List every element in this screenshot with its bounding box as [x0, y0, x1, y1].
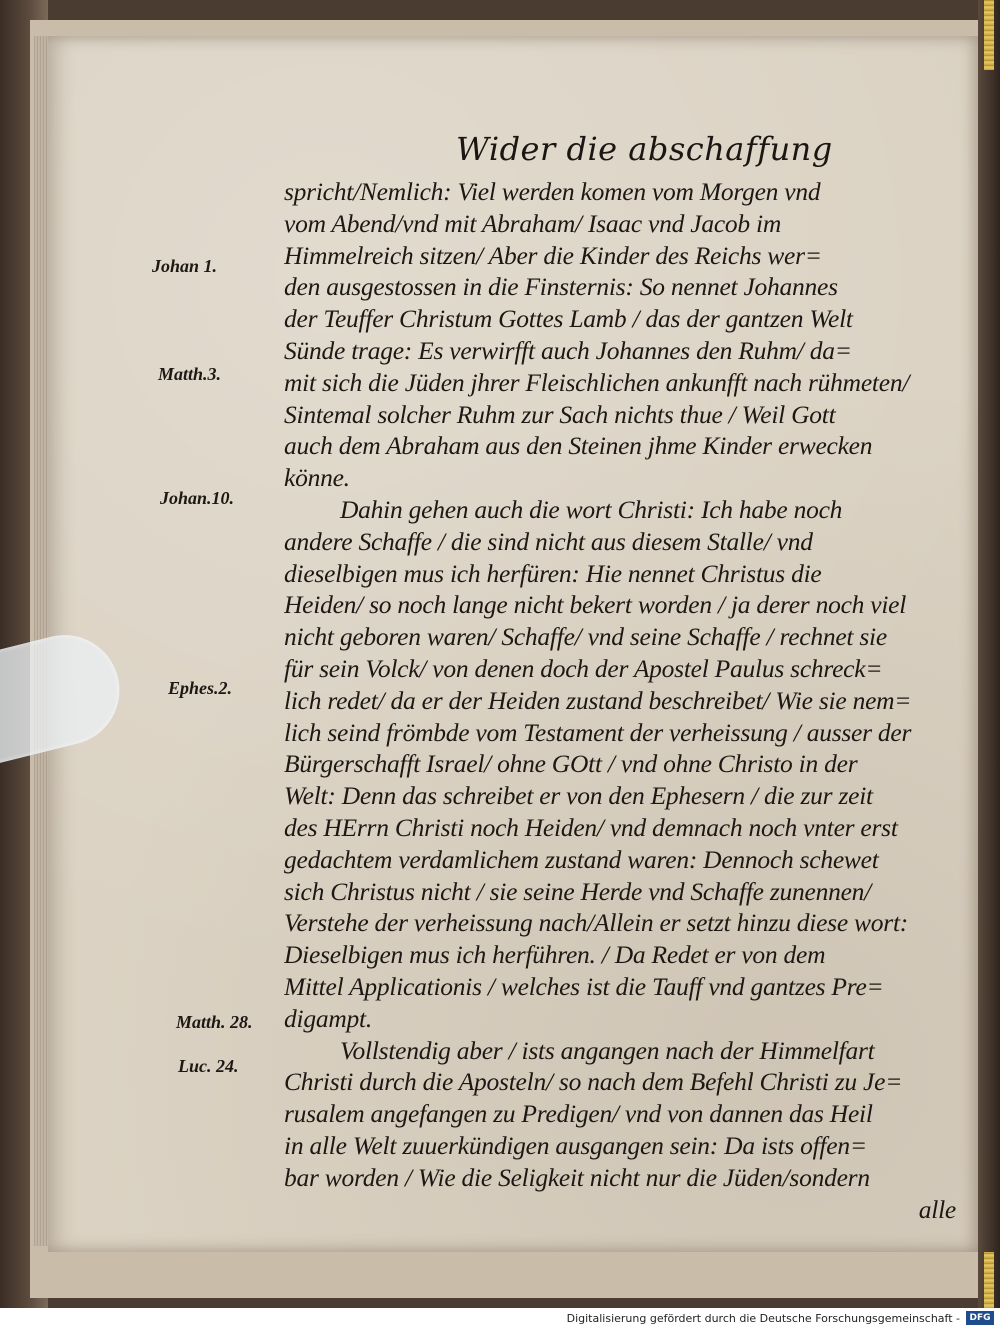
text-line: Vollstendig aber / ists angangen nach der Himmelfart: [340, 1035, 875, 1065]
running-head: Wider die abschaffung: [456, 130, 833, 168]
text-line: Welt: Denn das schreibet er von den Ephesern / die zur zeit: [284, 781, 873, 811]
text-line: bar worden / Wie die Seligkeit nicht nur die Jüden/sondern: [284, 1162, 870, 1192]
margin-note-matth-28: Matth. 28.: [176, 1012, 253, 1032]
text-line: Sünde trage: Es verwirfft auch Johannes den Ruhm/ da=: [284, 335, 852, 365]
text-line: Bürgerschafft Israel/ ohne GOtt / vnd ohne Christo in der: [284, 749, 858, 779]
text-line: Christi durch die Aposteln/ so nach dem Befehl Christi zu Je=: [284, 1067, 903, 1097]
margin-note-johan-1: Johan 1.: [152, 256, 218, 276]
text-line: der Teuffer Christum Gottes Lamb / das der gantzen Welt: [284, 304, 853, 334]
text-line: Verstehe der verheissung nach/Allein er setzt hinzu diese wort:: [284, 908, 909, 938]
body-text: [284, 176, 956, 1225]
footer-credit: Digitalisierung gefördert durch die Deutsche Forschungsgemeinschaft -: [566, 1312, 960, 1325]
text-line: andere Schaffe / die sind nicht aus diesem Stalle/ vnd: [284, 526, 813, 556]
text-line: mit sich die Jüden jhrer Fleischlichen ankunfft nach rühmeten/: [284, 367, 910, 397]
text-line: auch dem Abraham aus den Steinen jhme Kinder erwecken: [284, 431, 873, 461]
text-line: gedachtem verdamlichem zustand waren: Dennoch schewet: [284, 844, 879, 874]
text-line: dieselbigen mus ich herfüren: Hie nennet Christus die: [284, 558, 822, 588]
margin-note-johan-10: Johan.10.: [160, 488, 235, 508]
text-line: lich seind frömbde vom Testament der verheissung / ausser der: [284, 717, 912, 747]
text-line: Himmelreich sitzen/ Aber die Kinder des Reichs wer=: [284, 240, 822, 270]
text-line: Dieselbigen mus ich herführen. / Da Redet er von dem: [284, 940, 826, 970]
margin-note-ephes-2: Ephes.2.: [168, 678, 233, 698]
bookmark-ribbon-bottom: [984, 1252, 994, 1308]
text-line: sich Christus nicht / sie seine Herde vnd Schaffe zunennen/: [284, 876, 871, 906]
text-line: digampt.: [284, 1003, 372, 1033]
text-line: spricht/Nemlich: Viel werden komen vom Morgen vnd: [284, 177, 821, 206]
text-line: in alle Welt zuuerkündigen ausgangen sein: Da ists offen=: [284, 1130, 867, 1160]
text-line: für sein Volck/ von denen doch der Apostel Paulus schreck=: [284, 653, 883, 683]
margin-note-matth-3: Matth.3.: [158, 364, 222, 384]
text-line: rusalem angefangen zu Predigen/ vnd von dannen das Heil: [284, 1099, 873, 1129]
text-line: Sintemal solcher Ruhm zur Sach nichts thue / Weil Gott: [284, 399, 836, 429]
text-line: Mittel Applicationis / welches ist die Tauff vnd gantzes Pre=: [284, 971, 884, 1001]
text-line: den ausgestossen in die Finsternis: So nennet Johannes: [284, 272, 838, 302]
text-line: des HErrn Christi noch Heiden/ vnd demnach noch vnter erst: [284, 812, 898, 842]
text-line: nicht geboren waren/ Schaffe/ vnd seine Schaffe / rechnet sie: [284, 622, 887, 652]
dfg-logo-icon: DFG: [966, 1311, 994, 1325]
text-line: vom Abend/vnd mit Abraham/ Isaac vnd Jacob im: [284, 208, 782, 238]
text-line: lich redet/ da er der Heiden zustand beschreibet/ Wie sie nem=: [284, 685, 912, 715]
text-line: Dahin gehen auch die wort Christi: Ich habe noch: [340, 494, 843, 524]
book-binding-right: [978, 0, 1000, 1308]
margin-note-luc-24: Luc. 24.: [178, 1056, 239, 1076]
catchword: alle: [918, 1194, 956, 1224]
bookmark-ribbon-top: [984, 0, 994, 70]
text-line: könne.: [284, 463, 350, 493]
text-line: Heiden/ so noch lange nicht bekert worden / ja derer noch viel: [284, 590, 907, 620]
